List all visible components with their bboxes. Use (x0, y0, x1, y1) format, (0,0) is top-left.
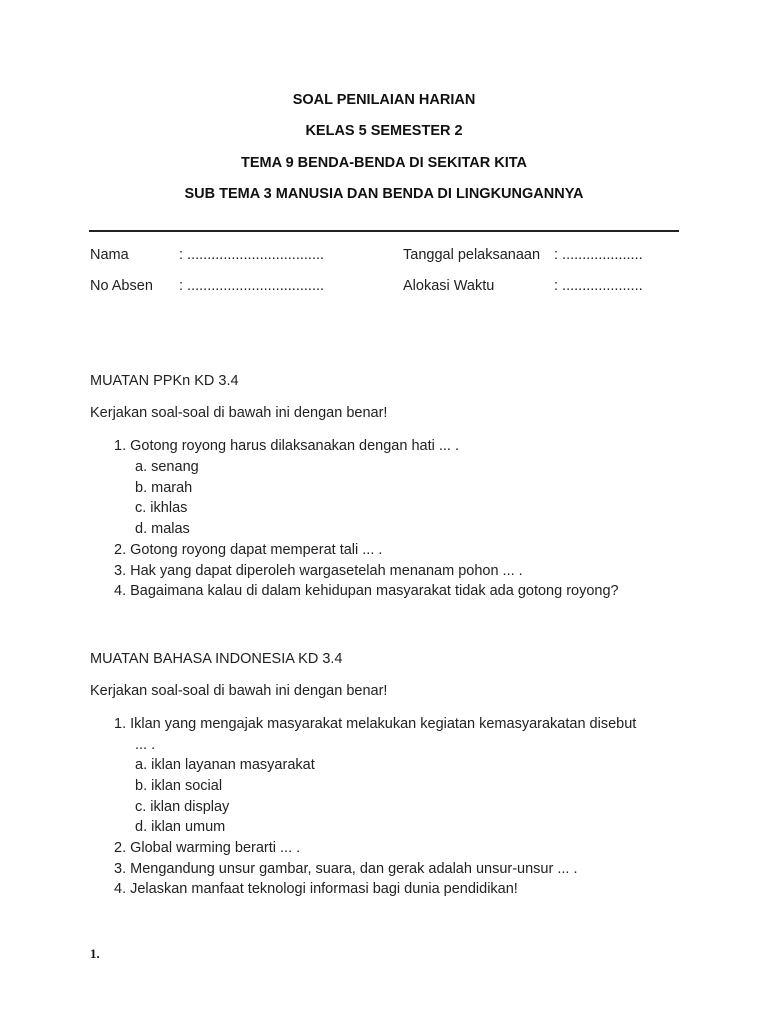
ppkn-question-4: 4. Bagaimana kalau di dalam kehidupan masyarakat tidak ada gotong royong? (114, 583, 619, 599)
bindo-q1-option-a: a. iklan layanan masyarakat (135, 757, 315, 773)
time-field: : .................... (554, 278, 643, 294)
ppkn-q1-option-d: d. malas (135, 521, 190, 537)
section-bindo-heading: MUATAN BAHASA INDONESIA KD 3.4 (90, 651, 343, 667)
ppkn-question-2: 2. Gotong royong dapat memperat tali ... . (114, 542, 383, 558)
footer-list-number: 1. (90, 946, 100, 961)
theme-title: TEMA 9 BENDA-BENDA DI SEKITAR KITA (241, 155, 527, 171)
ppkn-q1-option-b: b. marah (135, 480, 193, 496)
bindo-q1-option-b: b. iklan social (135, 778, 223, 794)
header-divider (89, 230, 679, 232)
absen-label: No Absen (90, 278, 153, 294)
section-ppkn-heading: MUATAN PPKn KD 3.4 (90, 373, 239, 389)
document-title: SOAL PENILAIAN HARIAN (292, 92, 476, 108)
time-label: Alokasi Waktu (403, 278, 495, 294)
section-ppkn-instruction: Kerjakan soal-soal di bawah ini dengan benar! (90, 405, 388, 421)
bindo-question-2: 2. Global warming berarti ... . (114, 840, 301, 856)
bindo-q1-option-d: d. iklan umum (135, 819, 226, 835)
bindo-question-1-continued: ... . (135, 737, 156, 753)
ppkn-question-3: 3. Hak yang dapat diperoleh wargasetelah menanam pohon ... . (114, 563, 523, 579)
absen-field: : .................................. (179, 278, 325, 294)
bindo-q1-option-c: c. iklan display (135, 799, 230, 815)
bindo-question-3: 3. Mengandung unsur gambar, suara, dan gerak adalah unsur-unsur ... . (114, 861, 578, 877)
name-label: Nama (90, 247, 129, 263)
bindo-question-4: 4. Jelaskan manfaat teknologi informasi bagi dunia pendidikan! (114, 881, 518, 897)
date-label: Tanggal pelaksanaan (403, 247, 541, 263)
bindo-question-1: 1. Iklan yang mengajak masyarakat melakukan kegiatan kemasyarakatan disebut (114, 716, 637, 732)
date-field: : .................... (554, 247, 643, 263)
name-field: : .................................. (179, 247, 325, 263)
section-bindo-instruction: Kerjakan soal-soal di bawah ini dengan benar! (90, 683, 388, 699)
ppkn-q1-option-a: a. senang (135, 459, 199, 475)
class-semester: KELAS 5 SEMESTER 2 (305, 123, 463, 139)
ppkn-q1-option-c: c. ikhlas (135, 500, 188, 516)
ppkn-question-1: 1. Gotong royong harus dilaksanakan dengan hati ... . (114, 438, 460, 454)
subtheme-title: SUB TEMA 3 MANUSIA DAN BENDA DI LINGKUNGANNYA (184, 186, 584, 202)
